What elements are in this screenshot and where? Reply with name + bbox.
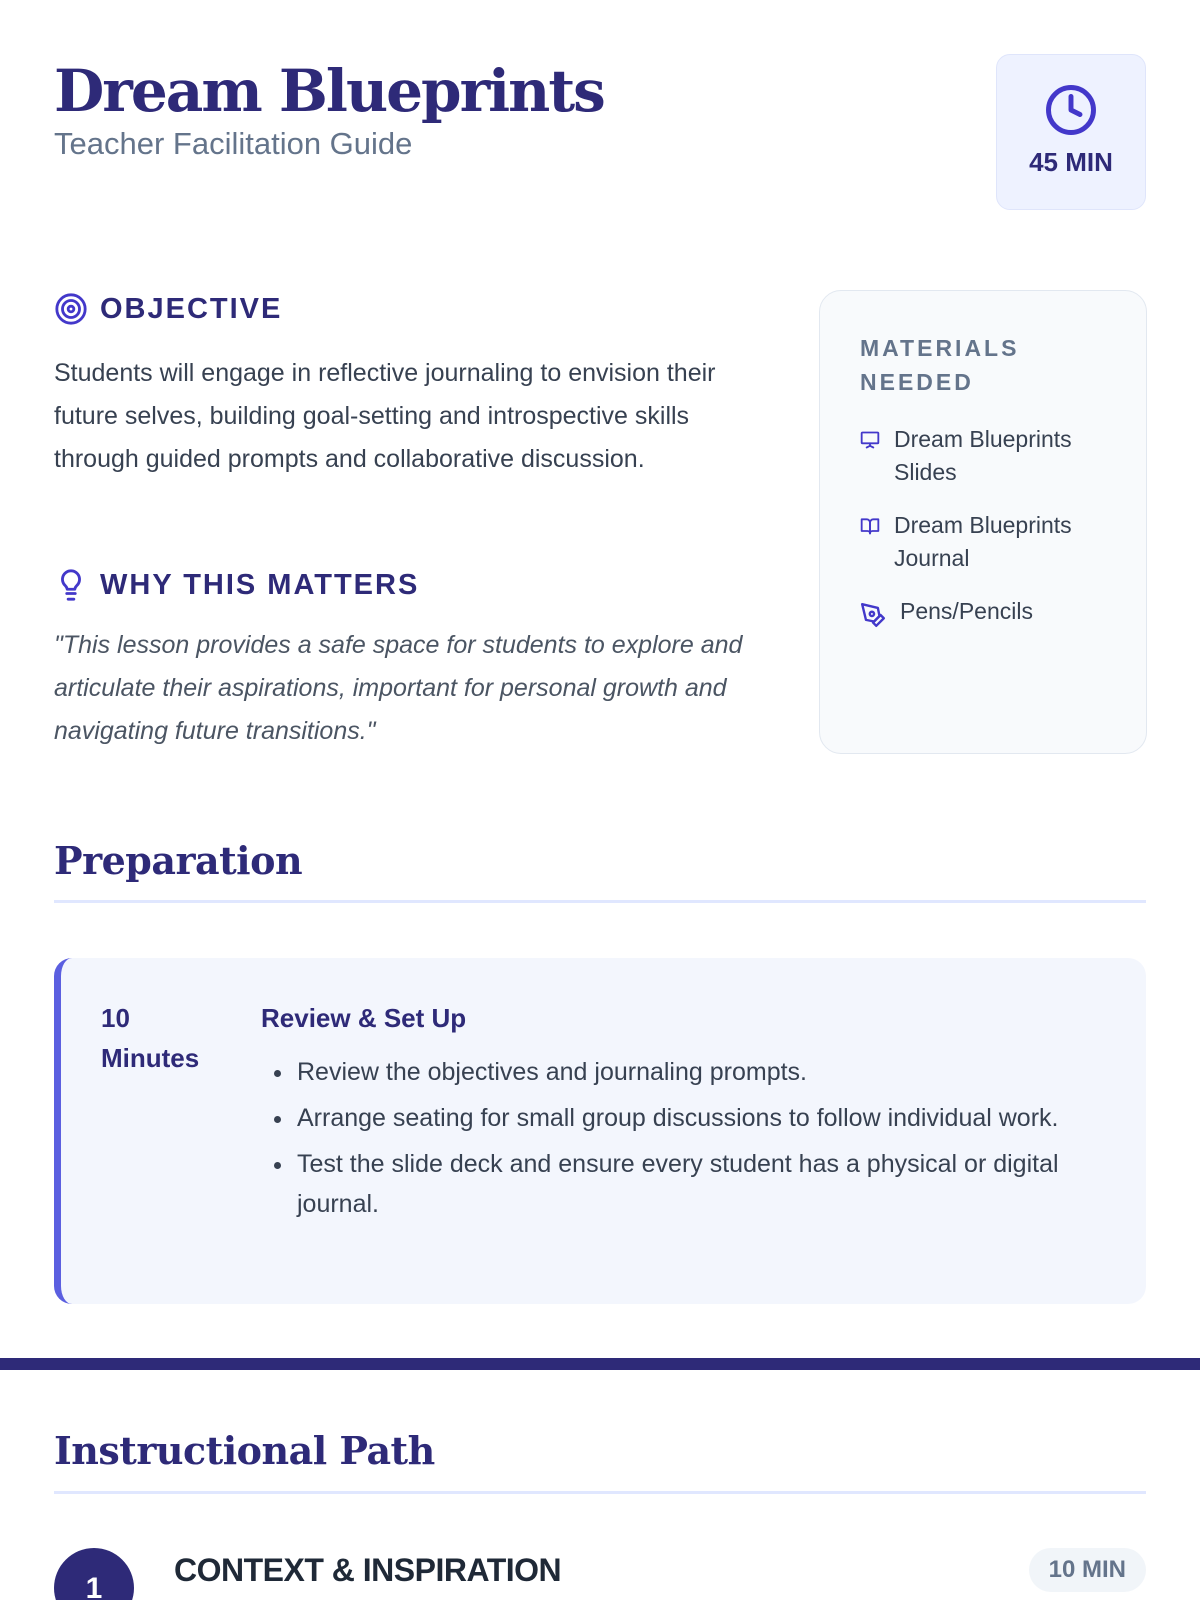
section-band bbox=[0, 1358, 1200, 1370]
list-item bbox=[860, 423, 1110, 489]
material-label: Dream Blueprints Journal bbox=[894, 512, 1072, 571]
material-label: Dream Blueprints Slides bbox=[894, 426, 1072, 485]
page-title: Dream Blueprints bbox=[54, 57, 604, 125]
list-item bbox=[860, 509, 1110, 575]
step-number-badge bbox=[54, 1548, 134, 1600]
preparation-duration: 10 Minutes bbox=[101, 1003, 200, 1073]
material-label: Pens/Pencils bbox=[900, 598, 1033, 624]
objective-heading bbox=[54, 292, 282, 326]
preparation-task-list bbox=[295, 1052, 1106, 1230]
book-open-icon bbox=[860, 516, 880, 536]
step-duration-badge: 10 MIN bbox=[1029, 1548, 1146, 1592]
list-item: • Test the slide deck and ensure every student has a physical or digital journal. bbox=[295, 1144, 1106, 1224]
materials-card bbox=[819, 290, 1147, 754]
divider bbox=[54, 1491, 1146, 1494]
presentation-icon bbox=[860, 430, 880, 450]
objective-label: OBJECTIVE bbox=[100, 292, 283, 325]
materials-title: MATERIALS NEEDED bbox=[860, 335, 1020, 395]
lightbulb-icon bbox=[54, 568, 88, 602]
divider bbox=[54, 900, 1146, 903]
list-item: • Arrange seating for small group discussions to follow individual work. bbox=[295, 1098, 1106, 1138]
page-subtitle: Teacher Facilitation Guide bbox=[54, 126, 413, 161]
preparation-card bbox=[54, 958, 1146, 1304]
instructional-path-title: Instructional Path bbox=[54, 1428, 435, 1473]
pen-icon bbox=[860, 602, 886, 628]
clock-icon bbox=[1044, 83, 1098, 137]
list-item bbox=[860, 595, 1110, 628]
why-heading bbox=[54, 568, 419, 602]
step-number: 1 bbox=[85, 1572, 103, 1600]
why-label: WHY THIS MATTERS bbox=[100, 568, 420, 601]
duration-card bbox=[996, 54, 1146, 210]
preparation-title: Preparation bbox=[54, 838, 303, 883]
objective-text: Students will engage in reflective journaling to envision their future selves, building goal-setting and introspective skills through guided prompts and collaborative discussion. bbox=[54, 359, 716, 473]
page-header bbox=[54, 52, 1146, 212]
target-icon bbox=[54, 292, 88, 326]
step-title: CONTEXT & INSPIRATION bbox=[174, 1552, 562, 1588]
duration-label: 45 MIN bbox=[1029, 147, 1113, 177]
materials-list bbox=[860, 423, 1110, 628]
why-quote: "This lesson provides a safe space for students to explore and articulate their aspirations, important for personal growth and navigating future transitions." bbox=[54, 631, 743, 745]
list-item: • Review the objectives and journaling prompts. bbox=[295, 1052, 1106, 1092]
preparation-task-title: Review & Set Up bbox=[261, 1003, 467, 1033]
